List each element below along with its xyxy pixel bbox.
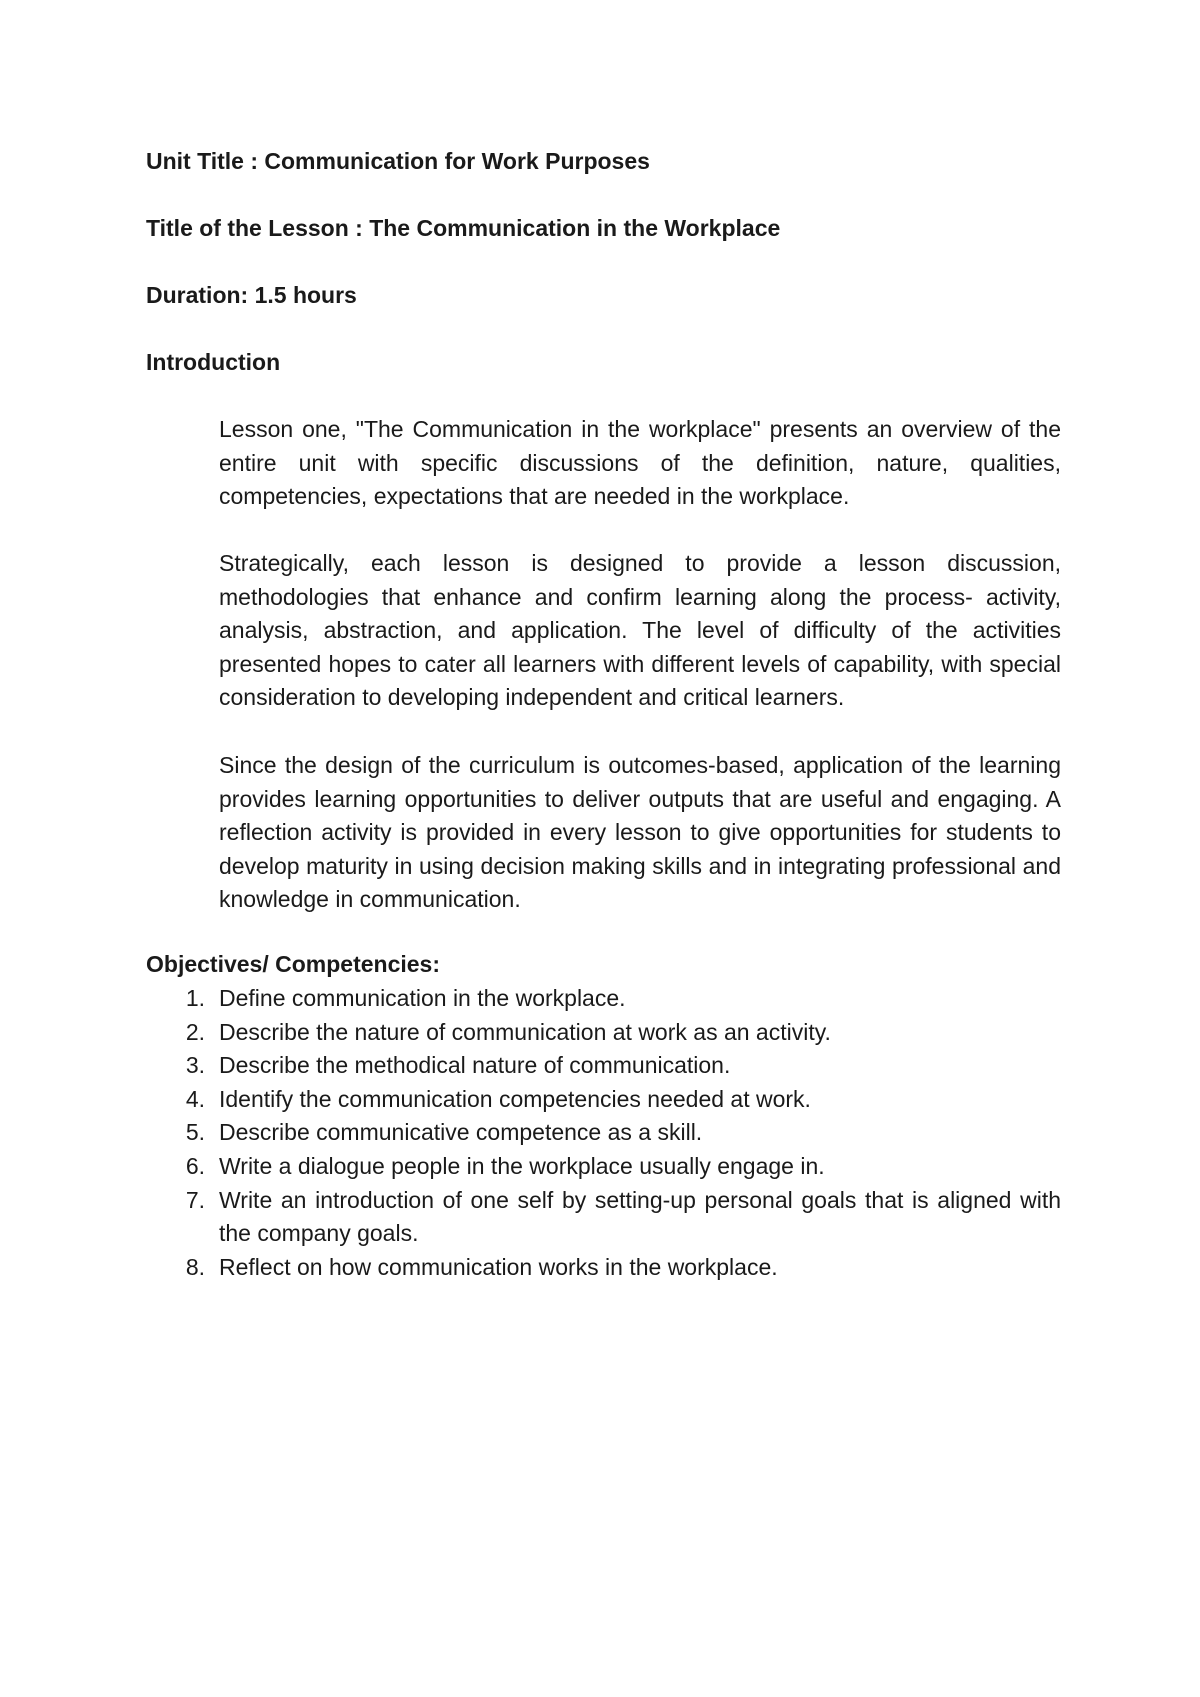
list-item-number: 3. [185,1052,205,1079]
objectives-heading: Objectives/ Competencies: [146,951,440,977]
list-item-number: 1. [185,985,205,1011]
list-item-text: Write a dialogue people in the workplace usually engage in. [219,1152,825,1179]
intro-paragraph-1: Lesson one, "The Communication in the workplace" presents an overview of the entire unit with specific discussions of the definition, nature, qualities, competencies, expectations that are needed in the workplace. [219,416,1061,510]
list-item [0,982,1200,1016]
intro-paragraph-3: Since the design of the curriculum is outcomes-based, application of the learning provides learning opportunities to deliver outputs that are useful and engaging. A reflection activity is provided in every lesson to give opportunities for students to develop maturity in using decision making skills and in integrating professional and knowledge in communication. [219,752,1061,913]
list-item-text: Describe communicative competence as a skill. [219,1119,703,1146]
list-item [0,1251,1200,1285]
list-item-text: Describe the nature of communication at work as an activity. [219,1018,831,1045]
list-item [0,1150,1200,1184]
unit-title: Unit Title : Communication for Work Purposes [146,148,650,174]
list-item-text: Write an introduction of one self by setting-up personal goals that is aligned with the company goals. [219,1186,1061,1247]
objectives-list [0,982,1200,1284]
list-item [0,1049,1200,1083]
list-item-text: Reflect on how communication works in the workplace. [219,1253,778,1280]
duration: Duration: 1.5 hours [146,282,357,308]
list-item-text: Describe the methodical nature of communication. [219,1052,731,1079]
list-item [0,1083,1200,1117]
list-item [0,1016,1200,1050]
list-item-text: Identify the communication competencies needed at work. [219,1085,811,1112]
list-item [0,1116,1200,1150]
lesson-title: Title of the Lesson : The Communication in the Workplace [146,215,781,241]
introduction-heading: Introduction [146,349,281,375]
list-item-number: 5. [185,1119,205,1146]
list-item [0,1184,1200,1251]
list-item-number: 4. [185,1085,205,1112]
intro-paragraph-2: Strategically, each lesson is designed to provide a lesson discussion, methodologies that enhance and confirm learning along the process- activity, analysis, abstraction, and application. The level of difficulty of the activities presented hopes to cater all learners with different levels of capability, with special consideration to developing independent and critical learners. [219,550,1061,711]
list-item-number: 2. [185,1018,205,1045]
list-item-number: 7. [185,1186,205,1213]
list-item-number: 8. [185,1253,205,1280]
list-item-number: 6. [185,1152,205,1179]
list-item-text: Define communication in the workplace. [219,985,626,1011]
